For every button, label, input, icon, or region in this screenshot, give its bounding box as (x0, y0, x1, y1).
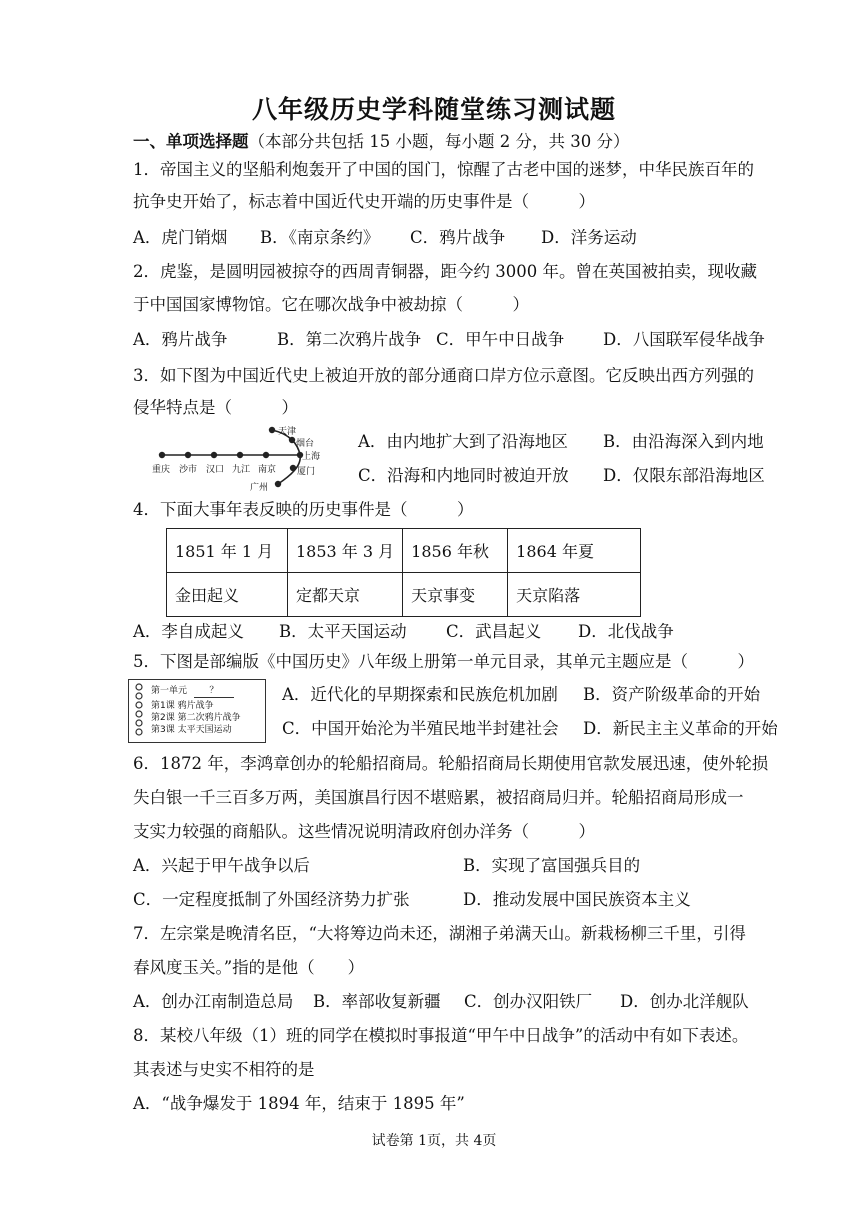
q1-option-c: C．鸦片战争 (410, 228, 506, 247)
map-city-label: 沙市 (179, 465, 198, 475)
q2-stem-line2: 于中国国家博物馆。它在哪次战争中被劫掠（ ） (133, 295, 529, 314)
q6-option-d: D．推动发展中国民族资本主义 (463, 890, 691, 909)
table-cell: 金田起义 (167, 573, 288, 617)
table-cell: 天京陷落 (508, 573, 641, 617)
toc-unit: 第一单元 (151, 686, 188, 696)
q6-stem-line3: 支实力较强的商船队。这些情况说明清政府创办洋务（ ） (133, 822, 595, 841)
toc-unit-line (151, 686, 234, 698)
table-cell: 1853 年 3 月 (288, 529, 403, 573)
q5-option-d: D．新民主主义革命的开始 (583, 719, 778, 738)
q3-stem-line1: 3．如下图为中国近代史上被迫开放的部分通商口岸方位示意图。它反映出西方列强的 (133, 366, 754, 385)
table-cell: 1856 年秋 (403, 529, 508, 573)
q2-option-b: B．第二次鸦片战争 (277, 330, 422, 349)
section-heading-line (133, 130, 629, 154)
q7-stem-line1: 7．左宗棠是晚清名臣，“大将筹边尚未还，湖湘子弟满天山。新栽杨柳三千里，引得 (133, 924, 746, 943)
q6-option-b: B．实现了富国强兵目的 (463, 856, 641, 875)
q8-stem-line2: 其表述与史实不相符的是 (133, 1060, 315, 1079)
q2-option-c: C．甲午中日战争 (436, 330, 565, 349)
table-cell: 定都天京 (288, 573, 403, 617)
q2-stem-line1: 2．虎鉴，是圆明园被掠夺的西周青铜器，距今约 3000 年。曾在英国被拍卖，现收藏 (133, 262, 757, 281)
table-cell: 天京事变 (403, 573, 508, 617)
q6-stem-line1: 6．1872 年，李鸿章创办的轮船招商局。轮船招商局长期使用官款发展迅速，使外轮损 (133, 754, 769, 773)
toc-lesson-1: 第1课 鸦片战争 (151, 701, 214, 711)
q7-option-a: A．创办江南制造总局 (133, 992, 294, 1011)
map-city-label: 重庆 (152, 465, 171, 475)
q7-option-d: D．创办北洋舰队 (620, 992, 749, 1011)
page-title: 八年级历史学科随堂练习测试题 (251, 95, 616, 124)
q5-option-b: B．资产阶级革命的开始 (583, 685, 761, 704)
q1-option-b: B．《南京条约》 (260, 228, 380, 247)
q7-stem-line2: 春风度玉关。”指的是他（ ） (133, 958, 365, 977)
q4-stem: 4．下面大事年表反映的历史事件是（ ） (133, 500, 474, 519)
q3-stem-line2: 侵华特点是（ ） (133, 398, 298, 417)
table-cell: 1864 年夏 (508, 529, 641, 573)
unit-contents-image (128, 679, 266, 743)
q3-option-a: A．由内地扩大到了沿海地区 (358, 432, 568, 451)
timeline-table (166, 528, 641, 617)
map-port-label: 烟台 (296, 439, 315, 449)
q4-option-a: A．李自成起义 (133, 622, 244, 641)
page-footer: 试卷第 1页，共 4页 (371, 1133, 497, 1149)
q7-option-b: B．率部收复新疆 (313, 992, 441, 1011)
q3-option-c: C．沿海和内地同时被迫开放 (358, 466, 569, 485)
q1-stem-line2: 抗争史开始了，标志着中国近代史开端的历史事件是（ ） (133, 192, 595, 211)
map-port-label: 天津 (278, 427, 297, 437)
q4-option-c: C．武昌起义 (446, 622, 542, 641)
q8-stem-line1: 8．某校八年级（1）班的同学在模拟时事报道“甲午中日战争”的活动中有如下表述。 (133, 1026, 749, 1045)
table-row (167, 529, 641, 573)
map-port-label: 厦门 (297, 467, 316, 477)
q5-stem: 5．下图是部编版《中国历史》八年级上册第一单元目录，其单元主题应是（ ） (133, 652, 754, 671)
q3-option-b: B．由沿海深入到内地 (603, 432, 764, 451)
q7-option-c: C．创办汉阳铁厂 (464, 992, 593, 1011)
toc-blank: ？ (194, 686, 234, 698)
table-row (167, 573, 641, 617)
map-city-label: 南京 (258, 465, 277, 475)
q4-option-b: B．太平天国运动 (279, 622, 407, 641)
table-cell: 1851 年 1 月 (167, 529, 288, 573)
q1-option-d: D．洋务运动 (541, 228, 637, 247)
notebook-rings-icon (132, 683, 146, 739)
q6-stem-line2: 失白银一千三百多万两，美国旗昌行因不堪赔累，被招商局归并。轮船招商局形成一 (133, 788, 744, 807)
section-note: （本部分共包括 15 小题，每小题 2 分，共 30 分） (248, 132, 630, 151)
toc-lesson-2: 第2课 第二次鸦片战争 (151, 713, 241, 723)
q5-option-c: C．中国开始沦为半殖民地半封建社会 (282, 719, 559, 738)
q2-option-a: A．鸦片战争 (133, 330, 228, 349)
map-port-label: 广州 (250, 483, 269, 493)
map-city-label: 九江 (232, 465, 251, 475)
q1-option-a: A．虎门销烟 (133, 228, 228, 247)
q8-option-a: A．“战争爆发于 1894 年，结束于 1895 年” (133, 1094, 465, 1113)
q4-option-d: D．北伐战争 (578, 622, 674, 641)
q3-option-d: D．仅限东部沿海地区 (603, 466, 765, 485)
q2-option-d: D．八国联军侵华战争 (603, 330, 765, 349)
section-heading: 一、单项选择题 (133, 132, 249, 151)
treaty-port-map (150, 422, 320, 498)
map-city-label: 汉口 (206, 465, 225, 475)
q6-option-c: C．一定程度抵制了外国经济势力扩张 (133, 890, 410, 909)
q6-option-a: A．兴起于甲午战争以后 (133, 856, 310, 875)
toc-lesson-3: 第3课 太平天国运动 (151, 725, 232, 735)
map-port-label: 上海 (302, 452, 321, 462)
q5-option-a: A．近代化的早期探索和民族危机加剧 (282, 685, 558, 704)
q1-stem-line1: 1．帝国主义的坚船利炮轰开了中国的国门，惊醒了古老中国的迷梦，中华民族百年的 (133, 160, 754, 179)
